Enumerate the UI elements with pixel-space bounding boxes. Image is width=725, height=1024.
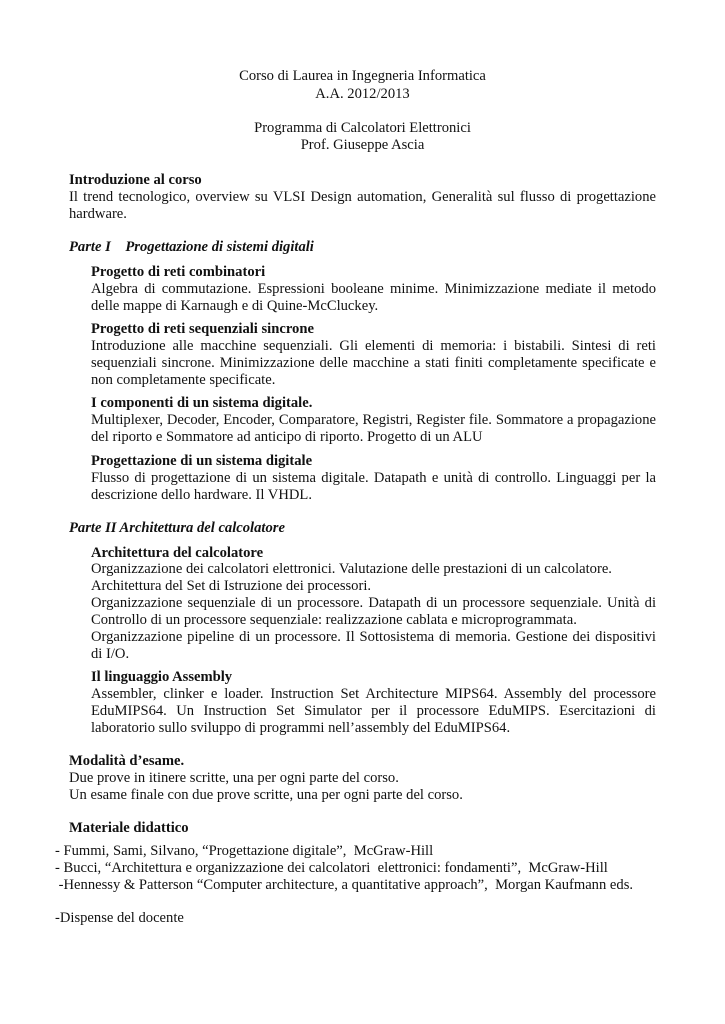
section-text-combinatori: Algebra di commutazione. Espressioni booleane minime. Minimizzazione mediate il metodo delle mappe di Karnaugh e di Quine-McCluckey. [91,281,656,314]
material-item: - Bucci, “Architettura e organizzazione dei calcolatori elettronici: fondamenti”, McGraw-Hill [55,860,608,876]
arch-paragraph-2: Architettura del Set di Istruzione dei processori. [91,578,372,594]
arch-paragraph-3: Organizzazione sequenziale di un processore. Datapath di un processore sequenziale. Unità di Controllo di un processore sequenziale: realizzazione cablata e microprogrammata. [91,595,656,628]
arch-paragraph-4: Organizzazione pipeline di un processore. Il Sottosistema di memoria. Gestione dei dispositivi di I/O. [91,629,656,662]
exam-line-1: Due prove in itinere scritte, una per ogni parte del corso. [69,770,399,786]
material-item: -Hennessy & Patterson “Computer architecture, a quantitative approach”, Morgan Kaufmann eds. [55,877,634,893]
intro-heading: Introduzione al corso [69,172,202,188]
academic-year: A.A. 2012/2013 [315,86,410,102]
section-text-assembly: Assembler, clinker e loader. Instruction Set Architecture MIPS64. Assembly del processore EduMIPS64. Un Instruction Set Simulator per il processore EduMIPS. Esercitazioni di laboratorio sullo sviluppo di programmi nell’assembly del EduMIPS64. [91,686,656,736]
arch-paragraph-1: Organizzazione dei calcolatori elettronici. Valutazione delle prestazioni di un calcolatore. [91,561,612,577]
section-title-componenti: I componenti di un sistema digitale. [91,395,313,411]
section-text-sequenziali: Introduzione alle macchine sequenziali. Gli elementi di memoria: i bistabili. Sintesi di reti sequenziali sincrone. Minimizzazione delle macchine a stati finiti completamente specificate e non completamente specificate. [91,338,656,388]
program-title: Programma di Calcolatori Elettronici [254,120,471,136]
material-item: - Fummi, Sami, Silvano, “Progettazione digitale”, McGraw-Hill [55,843,434,859]
dispense-item: -Dispense del docente [55,910,184,926]
section-title-sequenziali: Progetto di reti sequenziali sincrone [91,321,314,337]
section-title-architettura: Architettura del calcolatore [91,545,264,561]
part2-heading: Parte II Architettura del calcolatore [69,520,285,536]
materials-heading: Materiale didattico [69,820,189,836]
section-text-componenti: Multiplexer, Decoder, Encoder, Comparatore, Registri, Register file. Sommatore a propagazione del riporto e Sommatore ad anticipo di riporto. Progetto di un ALU [91,412,656,445]
section-title-combinatori: Progetto di reti combinatori [91,264,266,280]
section-text-progettazione: Flusso di progettazione di un sistema digitale. Datapath e unità di controllo. Linguaggi per la descrizione dello hardware. Il VHDL. [91,470,656,503]
professor-name: Prof. Giuseppe Ascia [300,137,425,153]
part1-heading: Parte I Progettazione di sistemi digitali [69,239,314,255]
exam-line-2: Un esame finale con due prove scritte, una per ogni parte del corso. [69,787,463,803]
intro-text: Il trend tecnologico, overview su VLSI Design automation, Generalità sul flusso di progettazione hardware. [69,189,656,222]
course-name: Corso di Laurea in Ingegneria Informatica [239,68,486,84]
section-title-progettazione: Progettazione di un sistema digitale [91,453,313,469]
section-title-assembly: Il linguaggio Assembly [91,669,233,685]
exam-heading: Modalità d’esame. [69,753,185,769]
